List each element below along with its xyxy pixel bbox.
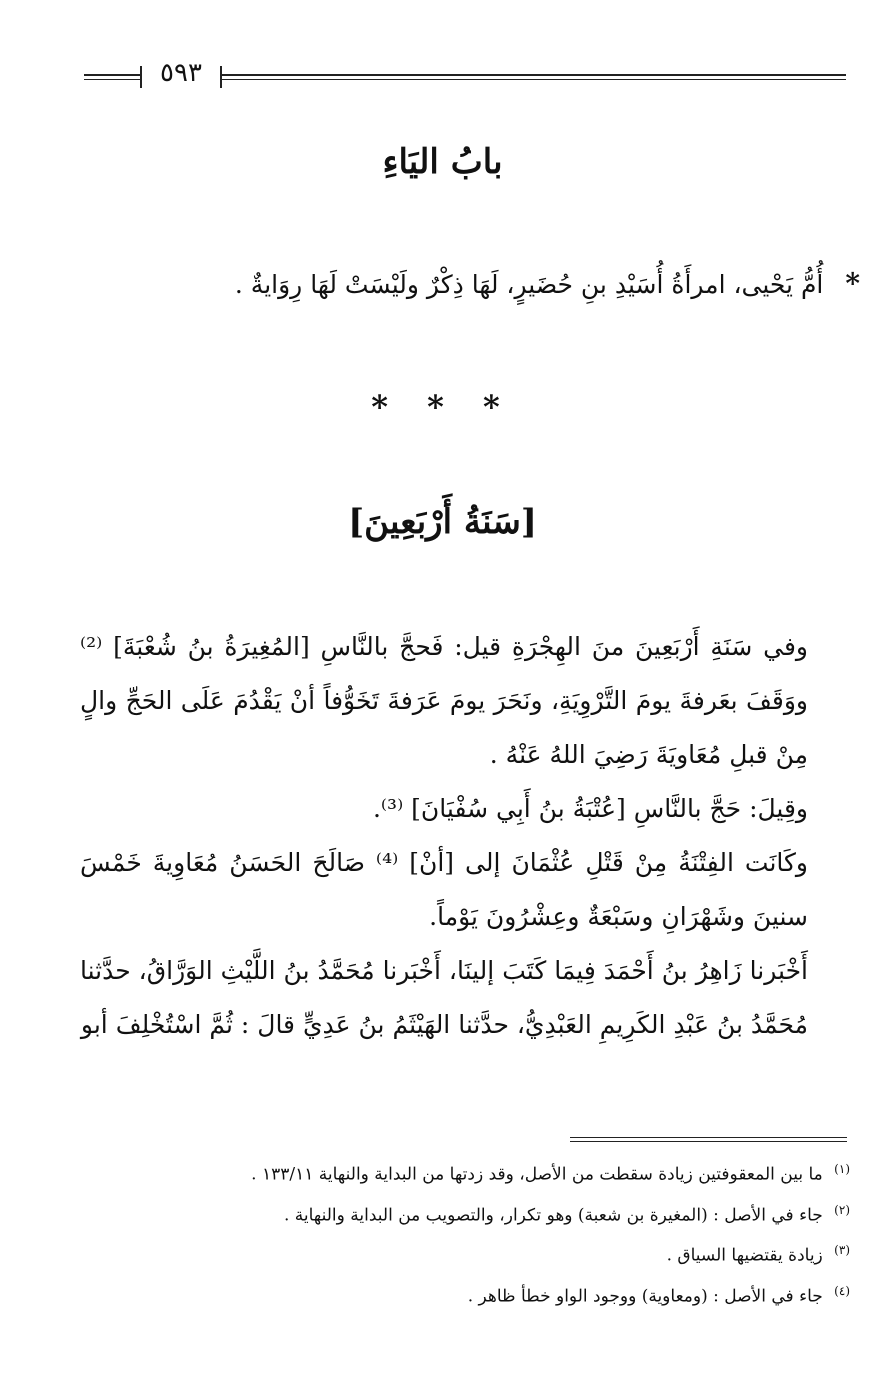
header-rule-left	[84, 74, 140, 80]
section-separator: * * *	[371, 388, 514, 426]
entry-marker: *	[845, 267, 860, 300]
footnote	[100, 1233, 850, 1274]
header-rule-right	[222, 74, 846, 80]
footnote-mark: (١)	[834, 1162, 850, 1176]
header-rule-tick	[140, 66, 142, 88]
paragraph: أَخْبَرنا زَاهِرُ بنُ أَحْمَدَ فِيمَا كَتَبَ إلينَا، أَخْبَرنا مُحَمَّدُ بنُ اللَّيْثِ الوَرَّاقُ، حدَّثنا مُحَمَّدُ بنُ عَبْدِ الكَرِيمِ العَبْدِيُّ، حدَّثنا الهَيْثَمُ بنُ عَدِيٍّ قالَ : ثُمَّ اسْتُخْلِفَ أبو	[80, 956, 808, 1039]
chapter-title: بابُ اليَاءِ	[382, 142, 503, 182]
footnote	[100, 1193, 850, 1234]
footnote-mark: (٢)	[834, 1202, 850, 1217]
footnote-separator	[570, 1137, 847, 1142]
footnote-mark: (٤)	[834, 1283, 850, 1298]
entry	[100, 262, 860, 307]
body-text	[80, 620, 808, 1052]
paragraph: وكَانَت الفِتْنَةُ مِنْ قَتْلِ عُثْمَانَ إلى [أنْ] ⁽⁴⁾ صَالَحَ الحَسَنُ مُعَاوِيةَ خَمْسَ سنينَ وشَهْرَانِ وسَبْعَةٌ وعِشْرُونَ يَوْماً.	[80, 848, 808, 931]
footnote	[100, 1274, 850, 1315]
footnote-text: ما بين المعقوفتين زيادة سقطت من الأصل، وقد زدتها من البداية والنهاية ١٣٣/١١ .	[251, 1164, 823, 1185]
footnote-text: جاء في الأصل : (ومعاوية) ووجود الواو خطأ ظاهر .	[467, 1286, 823, 1307]
footnotes	[100, 1152, 850, 1315]
footnote-mark: (٣)	[834, 1243, 850, 1258]
section-title: [سَنَةُ أَرْبَعِينَ]	[348, 502, 537, 542]
paragraph: وقِيلَ: حَجَّ بالنَّاسِ [عُتْبَةُ بنُ أَبِي سُفْيَانَ] ⁽³⁾.	[372, 794, 808, 823]
footnote	[100, 1152, 850, 1193]
entry-text: أُمُّ يَحْيى، امرأَةُ أُسَيْدِ بنِ حُضَيرٍ، لَهَا ذِكْرٌ ولَيْسَتْ لَهَا رِوَايةٌ .	[234, 270, 824, 299]
footnote-text: جاء في الأصل : (المغيرة بن شعبة) وهو تكرار، والتصويب من البداية والنهاية .	[283, 1205, 823, 1226]
paragraph: وفي سَنَةِ أَرْبَعِينَ منَ الهِجْرَةِ قيل: فَحجَّ بالنَّاسِ [المُغِيرَةُ بنُ شُعْبَةَ] ⁽²⁾ ووَقَفَ بعَرفةَ يومَ التَّرْوِيَةِ، ونَحَرَ يومَ عَرَفةَ تَخَوُّفاً أنْ يَقْدُمَ عَلَى الحَجِّ والٍ مِنْ قبلِ مُعَاويَةَ رَضِيَ اللهُ عَنْهُ .	[80, 632, 808, 769]
page-number: ٥٩٣	[160, 58, 202, 88]
footnote-text: زيادة يقتضيها السياق .	[666, 1245, 823, 1266]
